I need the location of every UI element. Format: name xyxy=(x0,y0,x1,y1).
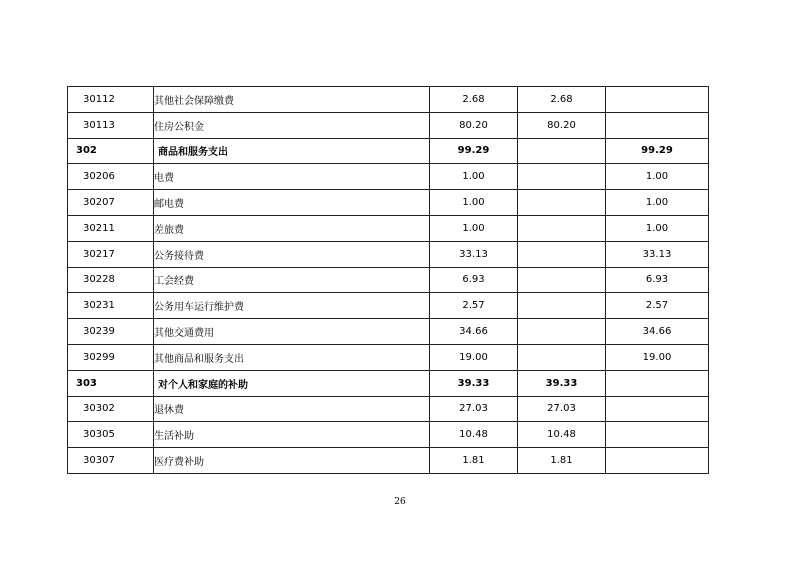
expense-item-name-cell: 其他交通费用 xyxy=(154,319,430,345)
table-row xyxy=(68,293,709,319)
economic-code-cell: 30228 xyxy=(68,267,154,293)
table-body xyxy=(68,87,709,474)
basic-expenditure-cell xyxy=(518,190,606,216)
basic-expenditure-cell xyxy=(518,138,606,164)
table-row xyxy=(68,215,709,241)
basic-expenditure-cell xyxy=(518,164,606,190)
total-amount-cell: 2.57 xyxy=(430,293,518,319)
expense-item-name-cell: 对个人和家庭的补助 xyxy=(154,370,430,396)
table-row xyxy=(68,87,709,113)
page-number: 26 xyxy=(394,497,406,507)
basic-expenditure-cell xyxy=(518,267,606,293)
economic-code-cell: 30207 xyxy=(68,190,154,216)
table-row xyxy=(68,112,709,138)
expense-item-name-cell: 邮电费 xyxy=(154,190,430,216)
project-expenditure-cell: 1.00 xyxy=(606,164,709,190)
economic-code-cell: 30211 xyxy=(68,215,154,241)
total-amount-cell: 6.93 xyxy=(430,267,518,293)
basic-expenditure-cell: 80.20 xyxy=(518,112,606,138)
category-row xyxy=(68,370,709,396)
expense-item-name-cell: 公务用车运行维护费 xyxy=(154,293,430,319)
expense-item-name-cell: 其他社会保障缴费 xyxy=(154,87,430,113)
basic-expenditure-cell: 10.48 xyxy=(518,422,606,448)
table-row xyxy=(68,422,709,448)
economic-code-cell: 30231 xyxy=(68,293,154,319)
economic-code-cell: 30217 xyxy=(68,241,154,267)
basic-expenditure-cell: 2.68 xyxy=(518,87,606,113)
expense-item-name-cell: 医疗费补助 xyxy=(154,448,430,474)
economic-code-cell: 30299 xyxy=(68,344,154,370)
expense-item-name-cell: 电费 xyxy=(154,164,430,190)
project-expenditure-cell: 19.00 xyxy=(606,344,709,370)
economic-code-cell: 30112 xyxy=(68,87,154,113)
basic-expenditure-cell: 39.33 xyxy=(518,370,606,396)
table-row xyxy=(68,164,709,190)
economic-code-cell: 30302 xyxy=(68,396,154,422)
economic-code-cell: 302 xyxy=(68,138,154,164)
project-expenditure-cell xyxy=(606,396,709,422)
total-amount-cell: 80.20 xyxy=(430,112,518,138)
basic-expenditure-cell xyxy=(518,293,606,319)
project-expenditure-cell: 99.29 xyxy=(606,138,709,164)
table-row xyxy=(68,241,709,267)
table-row xyxy=(68,319,709,345)
total-amount-cell: 99.29 xyxy=(430,138,518,164)
expense-item-name-cell: 住房公积金 xyxy=(154,112,430,138)
project-expenditure-cell: 1.00 xyxy=(606,190,709,216)
project-expenditure-cell: 34.66 xyxy=(606,319,709,345)
total-amount-cell: 33.13 xyxy=(430,241,518,267)
expense-item-name-cell: 商品和服务支出 xyxy=(154,138,430,164)
project-expenditure-cell: 6.93 xyxy=(606,267,709,293)
total-amount-cell: 34.66 xyxy=(430,319,518,345)
project-expenditure-cell: 2.57 xyxy=(606,293,709,319)
total-amount-cell: 1.00 xyxy=(430,215,518,241)
table-row xyxy=(68,448,709,474)
total-amount-cell: 19.00 xyxy=(430,344,518,370)
economic-code-cell: 30206 xyxy=(68,164,154,190)
basic-expenditure-cell xyxy=(518,319,606,345)
expense-item-name-cell: 工会经费 xyxy=(154,267,430,293)
table-row xyxy=(68,344,709,370)
economic-code-cell: 30239 xyxy=(68,319,154,345)
expense-item-name-cell: 其他商品和服务支出 xyxy=(154,344,430,370)
basic-expenditure-cell: 27.03 xyxy=(518,396,606,422)
project-expenditure-cell: 33.13 xyxy=(606,241,709,267)
expense-item-name-cell: 退休费 xyxy=(154,396,430,422)
total-amount-cell: 39.33 xyxy=(430,370,518,396)
table-row xyxy=(68,267,709,293)
basic-expenditure-cell xyxy=(518,215,606,241)
project-expenditure-cell xyxy=(606,112,709,138)
total-amount-cell: 2.68 xyxy=(430,87,518,113)
economic-code-cell: 30113 xyxy=(68,112,154,138)
expense-item-name-cell: 差旅费 xyxy=(154,215,430,241)
total-amount-cell: 27.03 xyxy=(430,396,518,422)
total-amount-cell: 10.48 xyxy=(430,422,518,448)
expense-item-name-cell: 公务接待费 xyxy=(154,241,430,267)
basic-expenditure-cell xyxy=(518,344,606,370)
project-expenditure-cell xyxy=(606,422,709,448)
economic-code-cell: 303 xyxy=(68,370,154,396)
project-expenditure-cell: 1.00 xyxy=(606,215,709,241)
economic-code-cell: 30307 xyxy=(68,448,154,474)
budget-expenditure-table xyxy=(67,86,709,474)
category-row xyxy=(68,138,709,164)
expense-item-name-cell: 生活补助 xyxy=(154,422,430,448)
project-expenditure-cell xyxy=(606,87,709,113)
project-expenditure-cell xyxy=(606,370,709,396)
basic-expenditure-cell: 1.81 xyxy=(518,448,606,474)
total-amount-cell: 1.00 xyxy=(430,164,518,190)
table-row xyxy=(68,190,709,216)
basic-expenditure-cell xyxy=(518,241,606,267)
project-expenditure-cell xyxy=(606,448,709,474)
table-row xyxy=(68,396,709,422)
total-amount-cell: 1.00 xyxy=(430,190,518,216)
total-amount-cell: 1.81 xyxy=(430,448,518,474)
economic-code-cell: 30305 xyxy=(68,422,154,448)
